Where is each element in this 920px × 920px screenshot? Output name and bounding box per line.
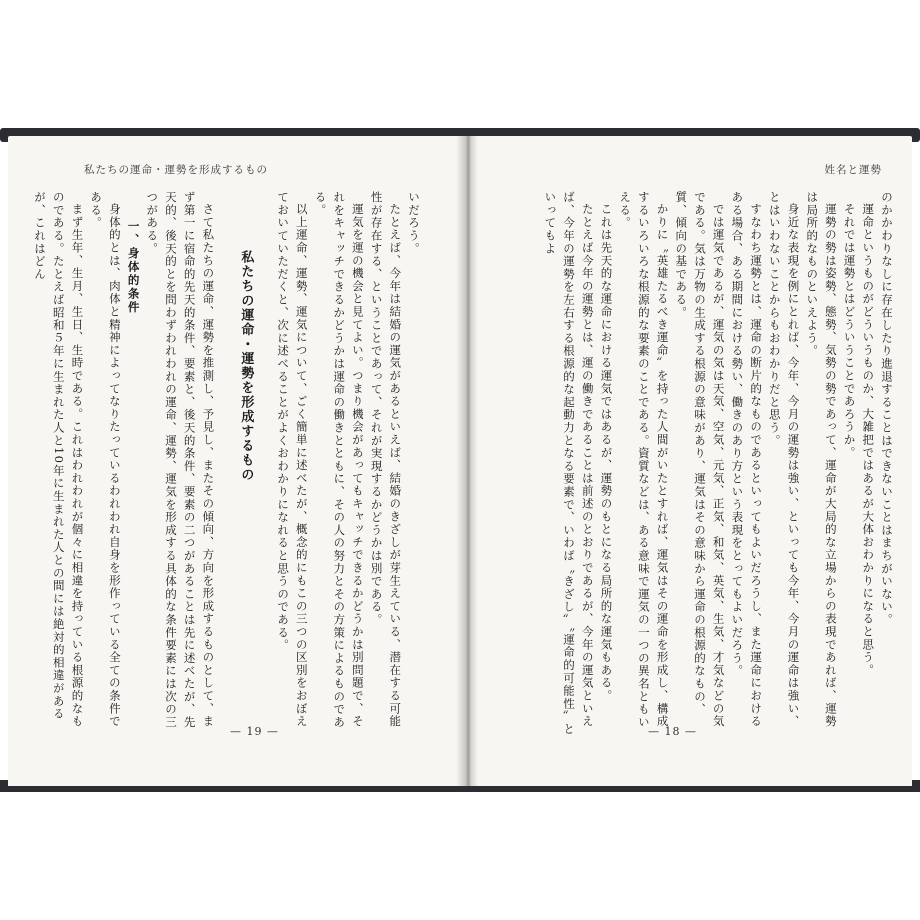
subheading-physical-conditions: 一、身体的条件	[126, 219, 141, 315]
right-paragraph-3: それでは運勢とはどういうことであろうか。	[842, 202, 857, 459]
left-running-head: 私たちの運命・運勢を形成するもの	[84, 164, 268, 176]
right-paragraph-4: 運勢の勢は姿勢、態勢、気勢の勢であって、運命が大局的な立場からの表現であれば、運勢は局所的なものといえよう。	[805, 191, 838, 728]
section-title: 私たちの運命・運勢を形成するもの	[238, 249, 254, 482]
right-paragraph-7: では運気であるが、運気の気は天気、空気、元気、正気、和気、英気、生気、才気などの気である。気は万物の生成する根源の意味があり、運気はその意味から運命の根源的なもの、質、傾向の基である。	[674, 191, 726, 728]
left-paragraph-4: 以上運命、運勢、運気について、ごく簡単に述べたが、概念的にもこの三つの区別をおぼえておいていただくと、次に述べることがよくおわかりになれると思うのである。	[276, 191, 309, 728]
right-page-number: — 18 —	[648, 725, 697, 738]
right-page	[468, 136, 912, 786]
left-page-number: — 19 —	[230, 725, 279, 738]
left-paragraph-5: さて私たちの運命、運勢を推測し、予見し、またその傾向、方向を形成するものとして、まず第一に宿命的先天的条件、要素と、後天的条件、要素の二つがあることは先に述べたが、先天的、後天的とを問わずわれわれの運命、運勢、運気を形成する具体的な条件要素には次の三つがある。	[145, 191, 216, 729]
left-paragraph-7: まず生年、生月、生日、生時である。これはわれわれが個々に相違を持っている根源的なものである。たとえば昭和５年に生まれた人と10年に生まれた人との間には絶対的相違があるが、これはどん	[33, 191, 85, 728]
right-page-body	[500, 191, 896, 736]
left-paragraph-6: 身体的とは、肉体と精神によってなりたっているわれわれ自身を形作っている全ての条件である。	[89, 191, 122, 728]
right-running-head: 姓名と運勢	[824, 164, 882, 176]
left-page-body	[33, 191, 423, 736]
left-paragraph-3: 運気を運の機会と見てよい。つまり機会があってもキャッチできるかどうかは別問題で、それをキャッチできるかどうかは運命の働きとともに、その人の努力とその方策によるものである。	[313, 191, 365, 729]
book-gutter	[456, 136, 478, 786]
right-paragraph-1: のかかわりなしに存在したり進退することはできないことはまちがいない。	[880, 191, 894, 627]
right-paragraph-9: これは先天的な運命における運気ではあるが、運勢のもとになる局所的な運気もある。	[599, 202, 614, 702]
left-page	[8, 136, 464, 786]
right-paragraph-6: すなわち運勢とは、運命の断片的なものであるといってもよいだろうし、また運命におけるある場合、ある期間における勢い、働きのあり方という表現をとってもよいだろう。	[730, 191, 764, 728]
right-paragraph-10: たとえば今年の運勢とは、運の働きであることは前述のとおりであるが、今年の運気といえば、今年の運勢を左右する根源的な起動力となる要素で、いわば〝きざし〟〝運命的可能性〟といってもよ	[543, 191, 595, 736]
right-paragraph-5: 身近な表現を例にとれば、今年、今月の運勢は強い、といっても今年、今月の運命は強い、とはいわないことからもおわかりだと思う。	[767, 191, 801, 728]
right-paragraph-2: 運命というものがどういうものか、大雑把ではあるが大体おわかりになると思う。	[861, 202, 876, 677]
right-paragraph-8: かりに〝英雄たるべき運命〟を持った人間がいたとすれば、運気はその運命を形成し、構成するいろいろな根源的な要素のことである。資質などは、ある意味で運気の一つの異名ともいえる。	[618, 191, 670, 729]
left-paragraph-2: たとえば、今年は結婚の運気があるといえば、結婚のきざしが芽生えている、潜在する可能性が存在する、ということであって、それが実現するかどうかは別である。	[369, 191, 403, 728]
left-paragraph-1: いだろう。	[407, 191, 421, 255]
